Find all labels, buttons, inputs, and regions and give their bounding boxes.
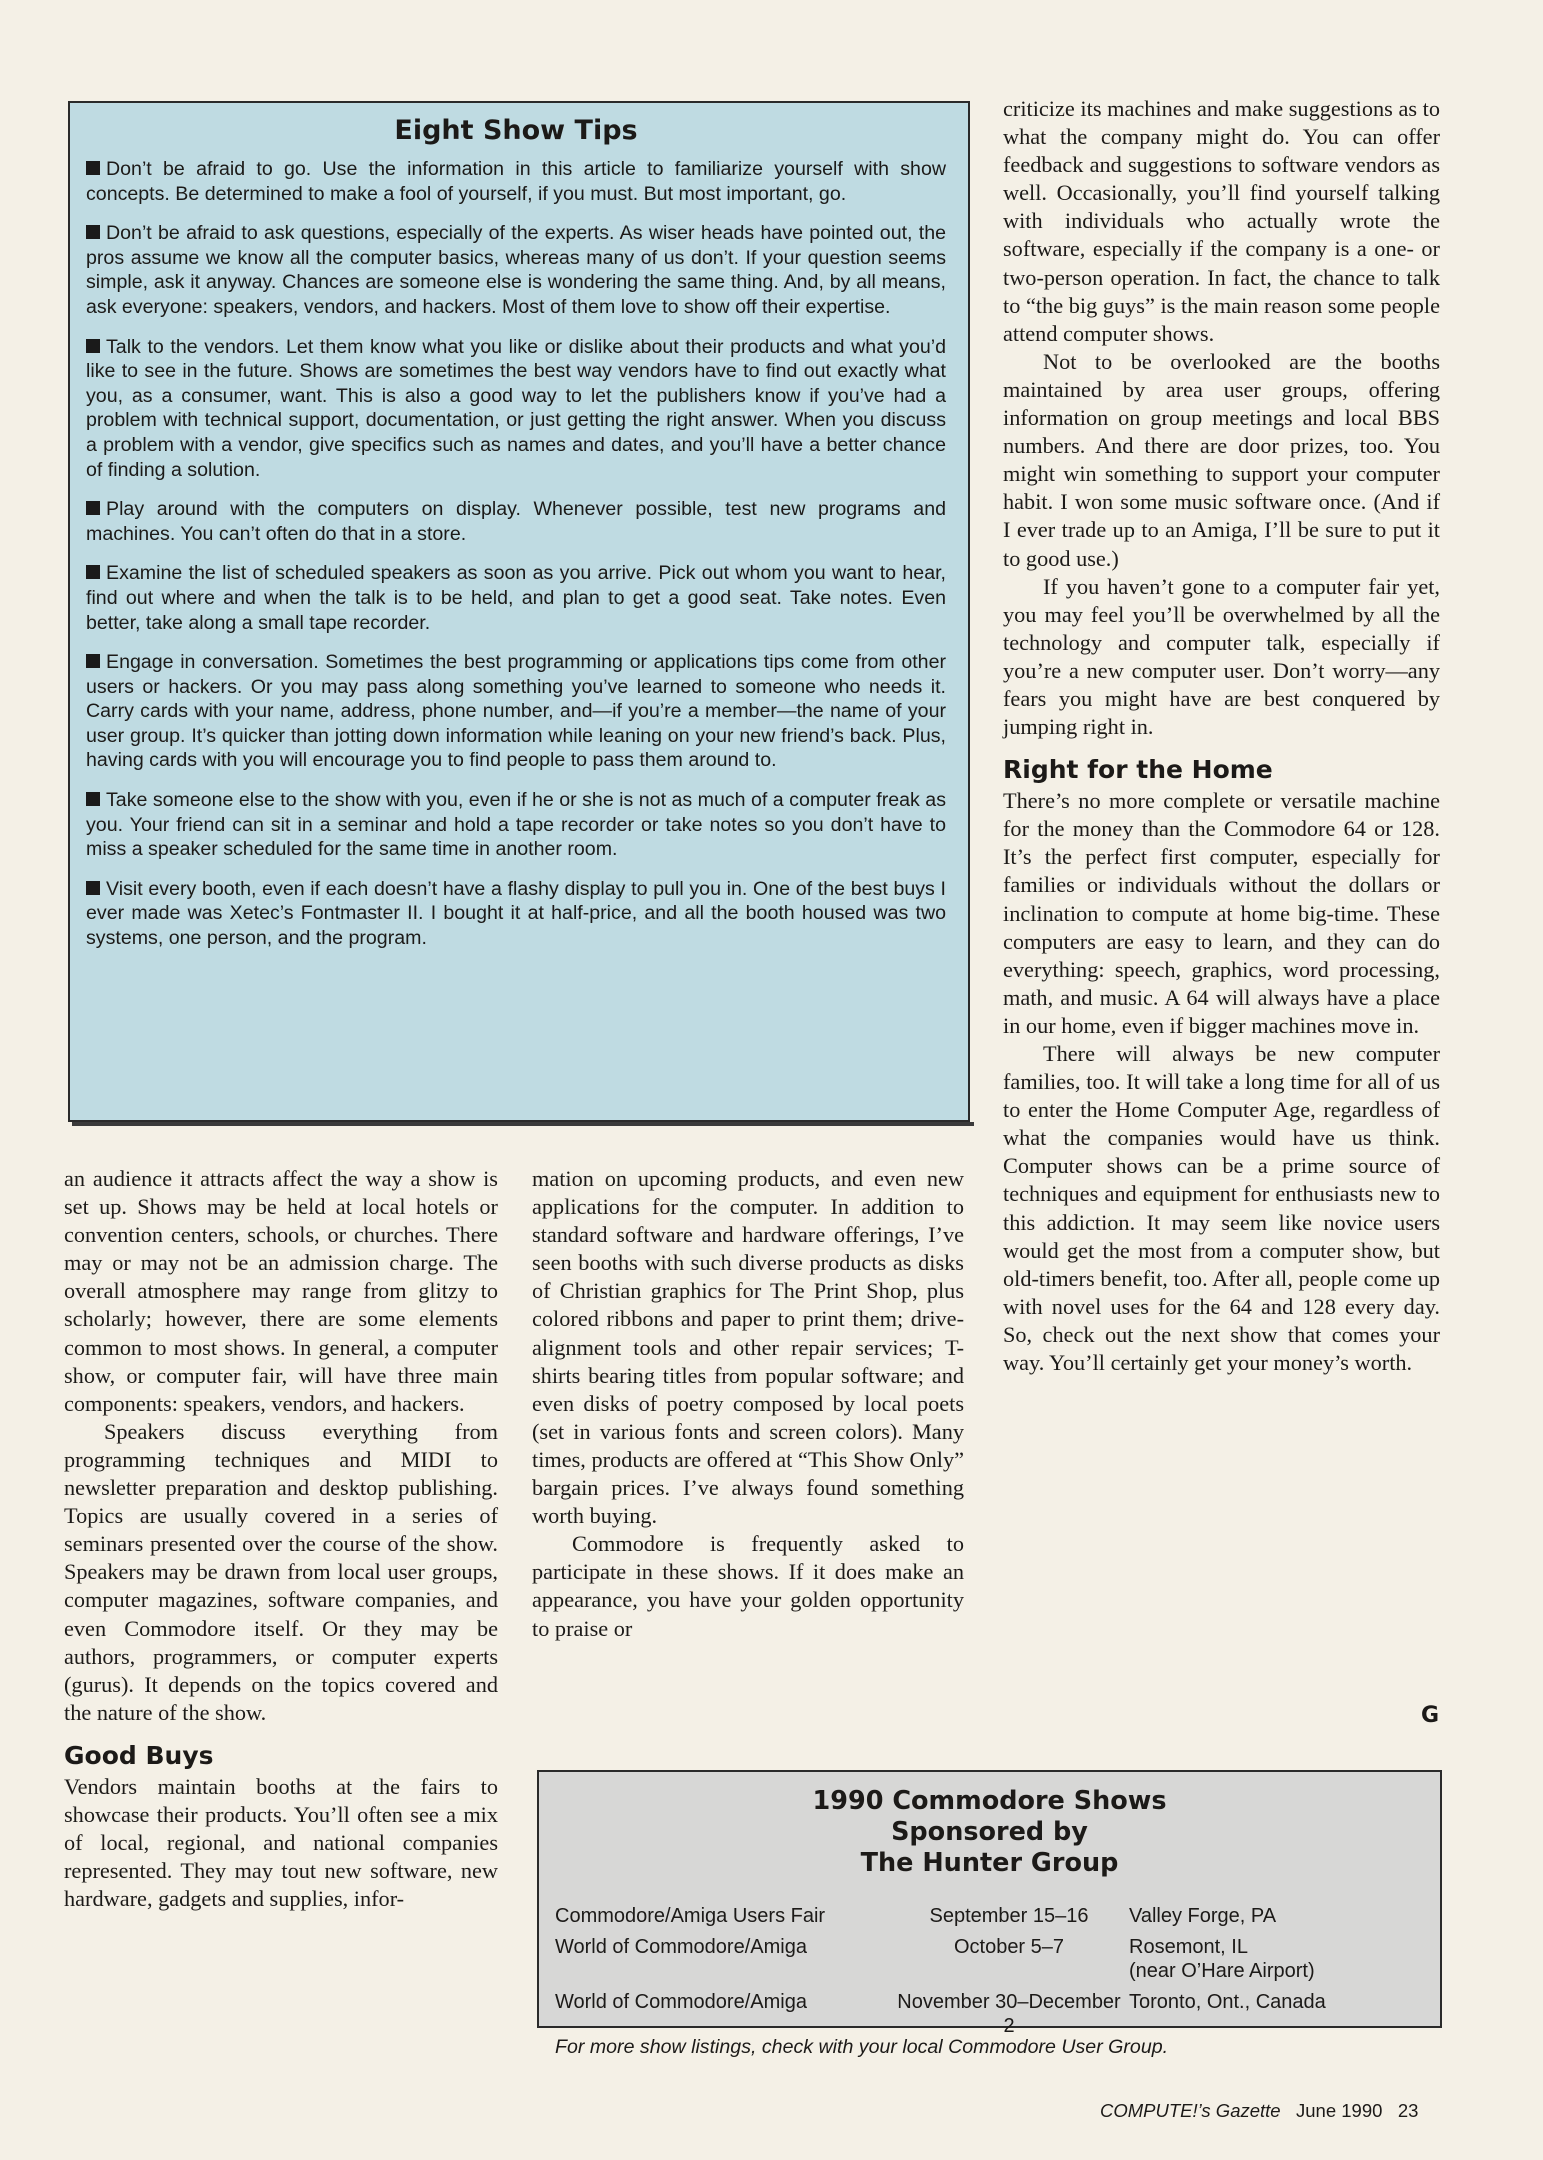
show-location bbox=[1129, 1935, 1315, 1983]
show-name: World of Commodore/Amiga bbox=[555, 1991, 807, 2013]
square-bullet-icon bbox=[86, 792, 100, 806]
tip-item bbox=[86, 788, 946, 862]
tip-item bbox=[86, 157, 946, 206]
square-bullet-icon bbox=[86, 565, 100, 579]
tip-text: Don’t be afraid to go. Use the information in this article to familiarize yourself with show concepts. Be determined to make a fool of yourself, if you must. But most important, go. bbox=[86, 158, 946, 205]
issue-date: June 1990 bbox=[1296, 2100, 1383, 2121]
show-location-note: (near O’Hare Airport) bbox=[1129, 1960, 1315, 1982]
shows-title-line: Sponsored by bbox=[891, 1817, 1088, 1847]
end-of-article-mark: G bbox=[1421, 1703, 1440, 1728]
article-paragraph: Not to be overlooked are the booths maintained by area user groups, offering information on group meetings and local BBS numbers. And there are door prizes, too. You might win something to support your computer habit. I won some music software once. (And if I ever trade up to an Amiga, I’ll be sure to put it to good use.) bbox=[1003, 348, 1440, 571]
article-paragraph: There will always be new computer families, too. It will take a long time for all of us to enter the Home Computer Age, regardless of what the companies would have us think. Computer shows can be a prime source of techniques and equipment for enthusiasts new to this addiction. It may seem like novice users would get the most from a computer show, but old-timers benefit, too. After all, people come up with novel uses for the 64 and 128 every day. So, check out the next show that comes your way. You’ll certainly get your money’s worth. bbox=[1003, 1041, 1440, 1376]
show-date: November 30–December 2 bbox=[897, 1991, 1121, 2037]
tip-text: Visit every booth, even if each doesn’t have a flashy display to pull you in. One of the best buys I ever made was Xetec’s Fontmaster II. I bought it at half-price, and all the booth housed was two systems, one person, and the program. bbox=[86, 877, 946, 950]
sidebar-commodore-shows bbox=[537, 1770, 1442, 2058]
tip-item bbox=[86, 497, 946, 546]
show-location-city: Rosemont, IL bbox=[1129, 1936, 1248, 1958]
show-location: Valley Forge, PA bbox=[1129, 1905, 1277, 1927]
article-paragraph: Vendors maintain booths at the fairs to showcase their products. You’ll often see a mix of local, regional, and national companies represented. They may tout new software, new hardware, gadgets and supplies, infor- bbox=[64, 1773, 498, 1912]
square-bullet-icon bbox=[86, 501, 100, 515]
show-date: September 15–16 bbox=[929, 1905, 1089, 1927]
square-bullet-icon bbox=[86, 225, 100, 239]
article-column-left bbox=[64, 1165, 498, 1913]
tip-text: Examine the list of scheduled speakers as soon as you arrive. Pick out whom you want to hear, find out where and when the talk is to be held, and plan to get a good seat. Take notes. Even better, take along a small tape recorder. bbox=[86, 562, 946, 634]
tip-item bbox=[86, 877, 946, 951]
shows-title-line: 1990 Commodore Shows bbox=[812, 1786, 1167, 1816]
tip-item bbox=[86, 335, 946, 483]
tip-item bbox=[86, 650, 946, 773]
show-location: Toronto, Ont., Canada bbox=[1129, 1991, 1326, 2013]
tip-text: Don’t be afraid to ask questions, especially of the experts. As wiser heads have pointed out, the pros assume we know all the computer basics, whereas many of us don’t. If your question seems simple, ask it anyway. Chances are someone else is wondering the same thing. And, by all means, ask everyone: speakers, vendors, and hackers. Most of them love to show off their expertise. bbox=[86, 222, 946, 318]
article-paragraph: There’s no more complete or versatile machine for the money than the Commodore 64 or 128. It’s the perfect first computer, especially for families or individuals without the dollars or inclination to compute at home big-time. These computers are easy to learn, and they can do everything: speech, graphics, word processing, math, and music. A 64 will always have a place in our home, even if bigger machines move in. bbox=[1003, 788, 1440, 1038]
tip-item bbox=[86, 561, 946, 635]
tip-text: Talk to the vendors. Let them know what you like or dislike about their products and what you’d like to see in the future. Shows are sometimes the best way vendors have to find out exactly what you, as a consumer, want. This is also a good way to let the publishers know if you’ve had a problem with technical support, documentation, or just getting the right answer. When you discuss a problem with a vendor, give specifics such as names and dates, and you’ll have a better chance of finding a solution. bbox=[86, 335, 946, 481]
sidebar-eight-show-tips bbox=[68, 101, 970, 1122]
article-column-right bbox=[1003, 95, 1440, 1377]
show-row bbox=[555, 1904, 1425, 1935]
show-name: Commodore/Amiga Users Fair bbox=[555, 1905, 826, 1927]
article-paragraph: an audience it attracts affect the way a show is set up. Shows may be held at local hotels or convention centers, schools, or churches. There may or may not be an admission charge. The overall atmosphere may range from glitzy to scholarly; however, there are some elements common to most shows. In general, a computer show, or computer fair, will have three main components: speakers, vendors, and hackers. bbox=[64, 1166, 498, 1416]
square-bullet-icon bbox=[86, 881, 100, 895]
shows-note: For more show listings, check with your local Commodore User Group. bbox=[555, 2036, 1169, 2058]
page-number: 23 bbox=[1397, 2100, 1419, 2121]
magazine-name: COMPUTE!’s Gazette bbox=[1100, 2100, 1281, 2121]
show-row bbox=[555, 1990, 1425, 2037]
page-footer bbox=[1100, 2100, 1418, 2122]
shows-title bbox=[539, 1786, 1440, 1879]
article-paragraph: If you haven’t gone to a computer fair yet, you may feel you’ll be overwhelmed by all the technology and computer talk, especially if you’re a new computer user. Don’t worry—any fears you might have are best conquered by jumping right in. bbox=[1003, 573, 1440, 740]
shows-title-line: The Hunter Group bbox=[860, 1848, 1119, 1878]
article-paragraph: Commodore is frequently asked to participate in these shows. If it does make an appearance, you have your golden opportunity to praise or bbox=[532, 1531, 964, 1641]
tip-text: Engage in conversation. Sometimes the best programming or applications tips come from other users or hackers. Or you may pass along something you’ve learned to someone who needs it. Carry cards with your name, address, phone number, and—if you’re a member—the name of your user group. It’s quicker than jotting down information while leaning on your new friend’s back. Plus, having cards with you will encourage you to find people to pass them around to. bbox=[86, 651, 946, 772]
show-date: October 5–7 bbox=[953, 1936, 1065, 1958]
section-heading-right-for-the-home: Right for the Home bbox=[1003, 755, 1273, 785]
article-paragraph: mation on upcoming products, and even new applications for the computer. In addition to standard software and hardware offerings, I’ve seen booths with such diverse products as disks of Christian graphics for The Print Shop, plus colored ribbons and paper to print them; drive-alignment tools and other repair services; T-shirts bearing titles from popular software; and even disks of poetry composed by local poets (set in various fonts and screen colors). Many times, products are offered at “This Show Only” bargain prices. I’ve always found something worth buying. bbox=[532, 1166, 964, 1529]
tips-box-shadow bbox=[72, 1122, 974, 1126]
show-row bbox=[555, 1935, 1425, 1990]
square-bullet-icon bbox=[86, 654, 100, 668]
tip-text: Take someone else to the show with you, even if he or she is not as much of a computer freak as you. Your friend can sit in a seminar and hold a tape recorder or take notes so you don’t have to miss a speaker scheduled for the same time in another room. bbox=[86, 789, 946, 861]
show-name: World of Commodore/Amiga bbox=[555, 1936, 807, 1958]
square-bullet-icon bbox=[86, 161, 100, 175]
shows-table bbox=[555, 1904, 1425, 2037]
square-bullet-icon bbox=[86, 339, 100, 353]
article-column-middle bbox=[532, 1165, 964, 1643]
section-heading-good-buys: Good Buys bbox=[64, 1740, 214, 1770]
article-paragraph: criticize its machines and make suggestions as to what the company might do. You can offer feedback and suggestions to software vendors as well. Occasionally, you’ll find yourself talking with individuals who actually wrote the software, especially if the company is a one- or two-person operation. In fact, the chance to talk to “the big guys” is the main reason some people attend computer shows. bbox=[1003, 96, 1440, 346]
tips-title: Eight Show Tips bbox=[394, 115, 638, 146]
tip-item bbox=[86, 221, 946, 319]
article-paragraph: Speakers discuss everything from programming techniques and MIDI to newsletter preparation and desktop publishing. Topics are usually covered in a series of seminars presented over the course of the show. Speakers may be drawn from local user groups, computer magazines, software companies, and even Commodore itself. Or they may be authors, programmers, or computer experts (gurus). It depends on the topics covered and the nature of the show. bbox=[64, 1418, 498, 1725]
tip-text: Play around with the computers on display. Whenever possible, test new programs and machines. You can’t often do that in a store. bbox=[86, 498, 946, 545]
